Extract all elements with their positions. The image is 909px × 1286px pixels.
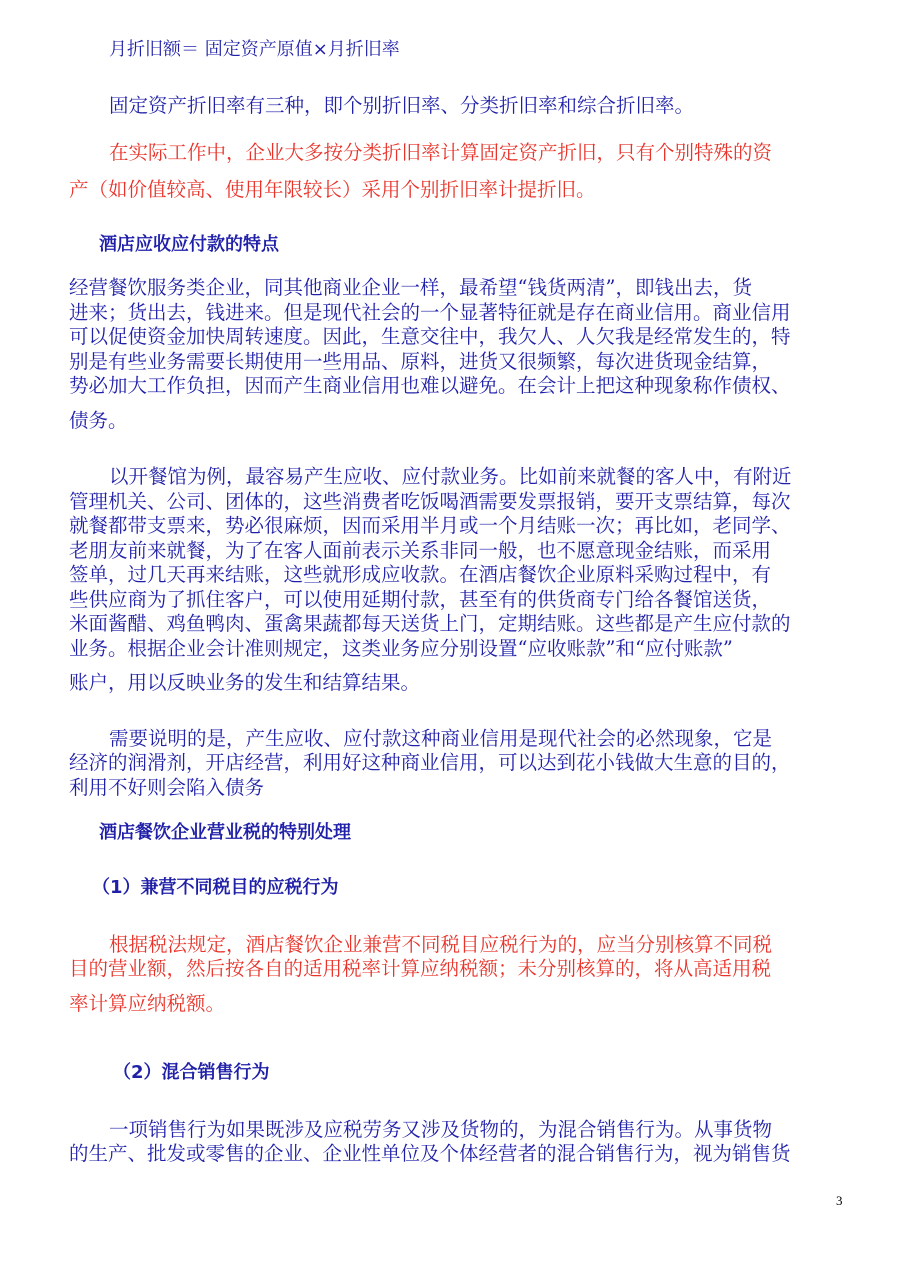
para-credit-line: 经营餐饮服务类企业，同其他商业企业一样，最希望“钱货两清”，即钱出去，货 bbox=[69, 276, 752, 299]
para-credit-line: 可以促使资金加快周转速度。因此，生意交往中，我欠人、人欠我是经常发生的，特 bbox=[69, 325, 791, 348]
para-example-line: 账户，用以反映业务的发生和结算结果。 bbox=[69, 671, 421, 694]
formula-line: 月折旧额＝ 固定资产原值×月折旧率 bbox=[109, 39, 400, 60]
para-example-line: 老朋友前来就餐，为了在客人面前表示关系非同一般，也不愿意现金结账，而采用 bbox=[69, 539, 772, 562]
para-explain-line: 经济的润滑剂，开店经营，利用好这种商业信用，可以达到花小钱做大生意的目的， bbox=[69, 751, 791, 774]
para-example-line: 业务。根据企业会计准则规定，这类业务应分别设置“应收账款”和“应付账款” bbox=[69, 637, 733, 660]
para-example-line: 些供应商为了抓住客户，可以使用延期付款，甚至有的供货商专门给各餐馆送货， bbox=[69, 588, 772, 611]
subheading-concurrent-business: （1）兼营不同税目的应税行为 bbox=[92, 877, 339, 898]
para-tax-rule-line: 目的营业额，然后按各自的适用税率计算应纳税额；未分别核算的，将从高适用税 bbox=[69, 957, 772, 980]
para-example-line: 管理机关、公司、团体的，这些消费者吃饭喝酒需要发票报销，要开支票结算，每次 bbox=[69, 490, 791, 513]
para-explain-line: 需要说明的是，产生应收、应付款这种商业信用是现代社会的必然现象，它是 bbox=[109, 727, 773, 750]
depreciation-types-text: 固定资产折旧率有三种，即个别折旧率、分类折旧率和综合折旧率。 bbox=[109, 94, 695, 117]
page-number: 3 bbox=[836, 1193, 843, 1208]
para-example-line: 就餐都带支票来，势必很麻烦，因而采用半月或一个月结账一次；再比如，老同学、 bbox=[69, 514, 791, 537]
para-explain-line: 利用不好则会陷入债务 bbox=[69, 776, 265, 799]
para-mixed-line: 一项销售行为如果既涉及应税劳务又涉及货物的，为混合销售行为。从事货物 bbox=[109, 1118, 773, 1141]
practice-note-line-1: 在实际工作中，企业大多按分类折旧率计算固定资产折旧，只有个别特殊的资 bbox=[109, 141, 773, 164]
subheading-mixed-sales: （2）混合销售行为 bbox=[113, 1062, 270, 1083]
para-credit-line: 势必加大工作负担，因而产生商业信用也难以避免。在会计上把这种现象称作债权、 bbox=[69, 374, 791, 397]
para-tax-rule-line: 根据税法规定，酒店餐饮企业兼营不同税目应税行为的，应当分别核算不同税 bbox=[109, 933, 773, 956]
para-credit-line: 进来；货出去，钱进来。但是现代社会的一个显著特征就是存在商业信用。商业信用 bbox=[69, 301, 791, 324]
para-mixed-line: 的生产、批发或零售的企业、企业性单位及个体经营者的混合销售行为，视为销售货 bbox=[69, 1142, 791, 1165]
para-example-line: 米面酱醋、鸡鱼鸭肉、蛋禽果蔬都每天送货上门，定期结账。这些都是产生应付款的 bbox=[69, 612, 791, 635]
heading-receivables: 酒店应收应付款的特点 bbox=[99, 234, 279, 255]
practice-note-line-2: 产（如价值较高、使用年限较长）采用个别折旧率计提折旧。 bbox=[69, 178, 596, 201]
para-example-line: 以开餐馆为例，最容易产生应收、应付款业务。比如前来就餐的客人中，有附近 bbox=[109, 465, 792, 488]
para-example-line: 签单，过几天再来结账，这些就形成应收款。在酒店餐饮企业原料采购过程中，有 bbox=[69, 563, 772, 586]
para-tax-rule-line: 率计算应纳税额。 bbox=[69, 992, 226, 1015]
heading-tax: 酒店餐饮企业营业税的特别处理 bbox=[99, 822, 351, 843]
para-credit-line: 债务。 bbox=[69, 409, 128, 432]
para-credit-line: 别是有些业务需要长期使用一些用品、原料，进货又很频繁，每次进货现金结算， bbox=[69, 350, 772, 373]
